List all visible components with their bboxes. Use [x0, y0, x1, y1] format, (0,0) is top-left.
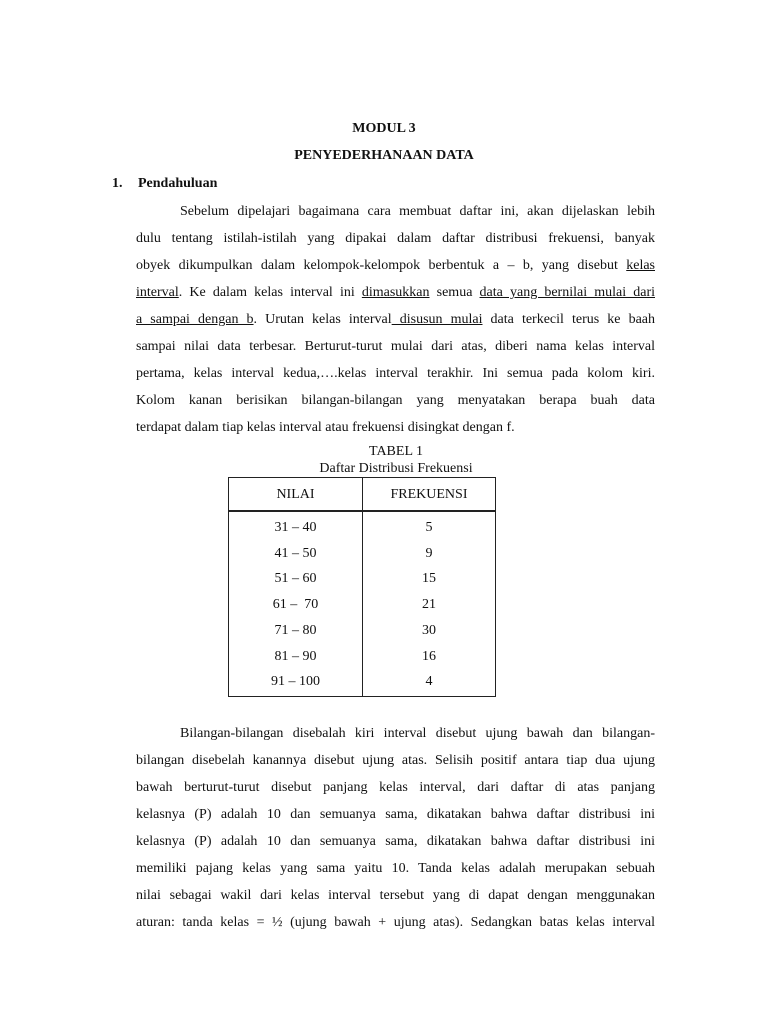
table-cell-frekuensi: 4 [425, 674, 433, 689]
table-header-nilai: NILAI [276, 487, 315, 502]
text-segment: kelasnya (P) adalah 10 dan semuanya sama, dikatakan bahwa daftar distribusi ini [136, 807, 655, 822]
text-segment: pertama, kelas interval kedua,….kelas interval terakhir. Ini semua pada kolom kiri. [136, 366, 655, 381]
underlined-term: data yang bernilai mulai dari [479, 285, 655, 300]
text-segment: terdapat dalam tiap kelas interval atau frekuensi disingkat dengan f. [136, 420, 515, 435]
paragraph1-line [136, 338, 655, 356]
section-number: 1. [112, 176, 123, 191]
text-segment: data terkecil terus ke baah [482, 312, 656, 327]
text-segment: obyek dikumpulkan dalam kelompok-kelompok berbentuk a – b, yang disebut [136, 258, 627, 273]
table-cell-nilai: 71 – 80 [274, 623, 317, 638]
text-segment: kelasnya (P) adalah 10 dan semuanya sama, dikatakan bahwa daftar distribusi ini [136, 834, 655, 849]
table-subcaption: Daftar Distribusi Frekuensi [319, 461, 473, 476]
underlined-term: interval [136, 285, 179, 300]
text-segment: bawah berturut-turut disebut panjang kelas interval, dari daftar di atas panjang [136, 780, 655, 795]
underlined-term: kelas [626, 258, 655, 273]
text-segment: bilangan disebelah kanannya disebut ujung atas. Selisih positif antara tiap dua ujung [136, 753, 655, 768]
table-cell-nilai: 31 – 40 [274, 520, 317, 535]
text-segment: sampai nilai data terbesar. Berturut-turut mulai dari atas, diberi nama kelas interval [136, 339, 655, 354]
paragraph1-line [136, 392, 655, 410]
paragraph2-line [136, 914, 655, 932]
text-segment: . Urutan kelas interval [253, 312, 392, 327]
text-segment: semua [429, 285, 480, 300]
frequency-table [228, 477, 496, 697]
table-cell-nilai: 41 – 50 [274, 546, 317, 561]
paragraph2-line [136, 779, 655, 797]
paragraph2-line [136, 833, 655, 851]
section-heading [112, 175, 217, 193]
text-segment: aturan: tanda kelas = ½ (ujung bawah + ujung atas). Sedangkan batas kelas interval [136, 915, 655, 930]
table-cell-frekuensi: 16 [422, 649, 436, 664]
underlined-term: dimasukkan [361, 285, 430, 300]
text-segment: Sebelum dipelajari bagaimana cara membuat daftar ini, akan dijelaskan lebih [180, 204, 655, 219]
text-segment: Kolom kanan berisikan bilangan-bilangan yang menyatakan berapa buah data [136, 393, 655, 408]
table-cell-frekuensi: 9 [425, 546, 433, 561]
table-cell-nilai: 61 – 70 [272, 597, 319, 612]
table-cell-nilai: 51 – 60 [274, 571, 317, 586]
table-cell-frekuensi: 30 [422, 623, 436, 638]
paragraph2-line [136, 806, 655, 824]
table-header-frekuensi: FREKUENSI [390, 487, 468, 502]
paragraph1-line [136, 365, 655, 383]
text-segment: dulu tentang istilah-istilah yang dipakai dalam daftar distribusi frekuensi, banyak [136, 231, 655, 246]
underlined-term: disusun mulai [391, 312, 483, 327]
paragraph2-line [136, 725, 655, 743]
text-segment: . Ke dalam kelas interval ini [178, 285, 362, 300]
paragraph2-line [136, 887, 655, 905]
module-subtitle: PENYEDERHANAAN DATA [294, 148, 474, 163]
text-segment: Bilangan-bilangan disebalah kiri interval disebut ujung bawah dan bilangan- [180, 726, 655, 741]
paragraph1-line [136, 257, 655, 275]
paragraph1-line [136, 203, 655, 221]
table-cell-frekuensi: 15 [422, 571, 436, 586]
paragraph1-line [136, 284, 655, 302]
paragraph1-line [136, 419, 655, 437]
table-cell-frekuensi: 5 [425, 520, 433, 535]
table-cell-frekuensi: 21 [422, 597, 436, 612]
paragraph2-line [136, 860, 655, 878]
table-caption: TABEL 1 [369, 444, 423, 459]
table-cell-nilai: 91 – 100 [271, 674, 320, 689]
paragraph1-line [136, 230, 655, 248]
text-segment: nilai sebagai wakil dari kelas interval tersebut yang di dapat dengan menggunakan [136, 888, 655, 903]
table-header-divider [229, 510, 495, 512]
paragraph1-line [136, 311, 655, 329]
section-title: Pendahuluan [138, 176, 218, 191]
underlined-term: a sampai dengan b [136, 312, 254, 327]
text-segment: memiliki pajang kelas yang sama yaitu 10. Tanda kelas adalah merupakan sebuah [136, 861, 655, 876]
table-cell-nilai: 81 – 90 [274, 649, 317, 664]
module-title: MODUL 3 [352, 121, 416, 136]
paragraph2-line [136, 752, 655, 770]
